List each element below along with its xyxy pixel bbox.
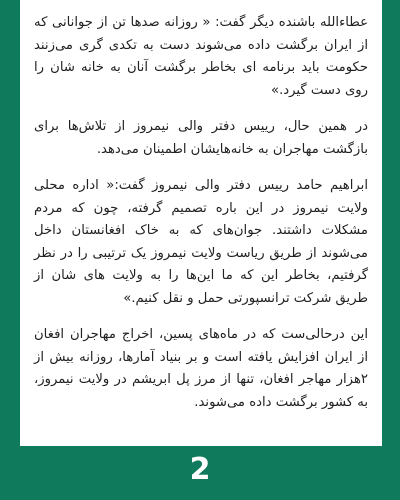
article-card	[20, 0, 382, 446]
article-paragraph: ابراهیم حامد رییس دفتر والی نیمروز گفت:« اداره محلی ولایت نیمروز در این باره تصمیم گرفته، چون که مردم مشکلات داشتند. جوان‌های که به خاک افغانستان داخل می‌شوند از طریق ریاست ولایت نیمروز یک ترتیبی را در نظر گرفتیم، بخاطر این که ما این‌ها را به ولایت های شان از طریق شرکت ترانسپورتی حمل و نقل کنیم.»	[34, 178, 368, 306]
article-paragraph: در همین حال، رییس دفتر والی نیمروز از تلاش‌ها برای بازگشت مهاجران به خانه‌هایشان اطمینان می‌دهد.	[34, 119, 368, 157]
article-paragraph: این درحالی‌ست که در ماه‌های پسین، اخراج مهاجران افغان از ایران افزایش یافته است و بر بنیاد آمارها، روزانه بیش از ۲هزار مهاجر افغان، تنها از مرز پل ابریشم در ولایت نیمروز، به کشور برگشت داده می‌شوند.	[34, 327, 368, 410]
page-number: 2	[189, 452, 211, 487]
article-paragraph: عطاءالله باشنده دیگر گفت: « روزانه صدها تن از جوانانی که از ایران برگشت داده می‌شوند دست به تکدی گری می‌زنند حکومت باید برنامه ای بخاطر برگشت آنان به خانه شان را روی دست گیرد.»	[34, 15, 368, 98]
